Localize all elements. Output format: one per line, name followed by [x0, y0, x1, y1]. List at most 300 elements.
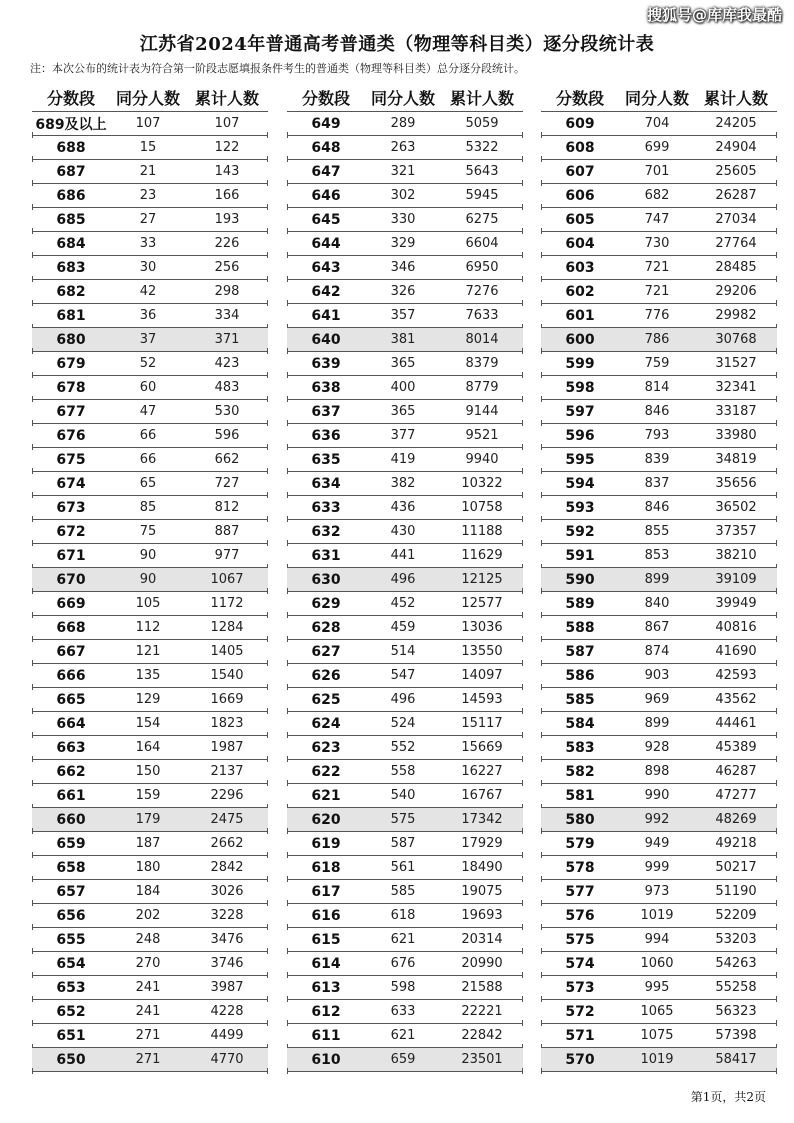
score-cell: 611 [311, 1027, 341, 1044]
same-count-cell: 682 [644, 188, 670, 203]
same-count-cell: 154 [135, 716, 161, 731]
same-count-cell: 329 [390, 236, 416, 251]
score-cell: 666 [56, 667, 86, 684]
score-cell: 591 [565, 547, 595, 564]
cumulative-cell: 27034 [715, 212, 757, 227]
same-count-cell: 241 [135, 1004, 161, 1019]
score-cell: 572 [565, 1003, 595, 1020]
same-count-cell: 150 [135, 764, 161, 779]
table-row [541, 256, 777, 280]
same-count-cell: 27 [139, 212, 157, 227]
cumulative-cell: 12125 [461, 572, 503, 587]
table-row [287, 496, 523, 520]
table-row [287, 472, 523, 496]
score-cell: 672 [56, 523, 86, 540]
same-count-cell: 135 [135, 668, 161, 683]
table-row [287, 424, 523, 448]
cumulative-cell: 812 [214, 500, 240, 515]
same-count-cell: 52 [139, 356, 157, 371]
table-row [541, 304, 777, 328]
score-cell: 626 [311, 667, 341, 684]
table-row [541, 376, 777, 400]
cumulative-cell: 19075 [461, 884, 503, 899]
table-row [287, 952, 523, 976]
same-count-cell: 793 [644, 428, 670, 443]
table-row [541, 784, 777, 808]
score-cell: 641 [311, 307, 341, 324]
table-row [287, 256, 523, 280]
table-row [32, 472, 268, 496]
cumulative-cell: 8779 [465, 380, 499, 395]
same-count-cell: 699 [644, 140, 670, 155]
cumulative-cell: 166 [214, 188, 240, 203]
table-row [32, 784, 268, 808]
cumulative-cell: 107 [214, 116, 240, 131]
cumulative-cell: 17342 [461, 812, 503, 827]
same-count-cell: 903 [644, 668, 670, 683]
cumulative-cell: 32341 [715, 380, 757, 395]
table-row [541, 136, 777, 160]
cumulative-cell: 26287 [715, 188, 757, 203]
note-text: 注：本次公布的统计表为符合第一阶段志愿填报条件考生的普通类（物理等科目类）总分逐分段统计。 [30, 62, 525, 75]
same-count-cell: 365 [390, 404, 416, 419]
table-row [32, 448, 268, 472]
score-cell: 636 [311, 427, 341, 444]
table-row [287, 160, 523, 184]
cumulative-cell: 48269 [715, 812, 757, 827]
same-count-cell: 187 [135, 836, 161, 851]
cumulative-cell: 143 [214, 164, 240, 179]
same-count-cell: 184 [135, 884, 161, 899]
same-count-cell: 995 [644, 980, 670, 995]
score-cell: 594 [565, 475, 595, 492]
score-cell: 612 [311, 1003, 341, 1020]
table-header [32, 84, 268, 112]
score-cell: 570 [565, 1051, 595, 1068]
score-cell: 627 [311, 643, 341, 660]
score-cell: 649 [311, 115, 341, 132]
page-title: 江苏省2024年普通高考普通类（物理等科目类）逐分段统计表 [139, 34, 655, 55]
score-cell: 604 [565, 235, 595, 252]
score-cell: 613 [311, 979, 341, 996]
score-cell: 589 [565, 595, 595, 612]
table-row [287, 304, 523, 328]
table-row [541, 688, 777, 712]
table-row [287, 568, 523, 592]
same-count-cell: 105 [135, 596, 161, 611]
table-row [32, 544, 268, 568]
cumulative-cell: 53203 [715, 932, 757, 947]
same-count-cell: 289 [390, 116, 416, 131]
score-cell: 673 [56, 499, 86, 516]
score-cell: 601 [565, 307, 595, 324]
table-row [541, 880, 777, 904]
cumulative-cell: 56323 [715, 1004, 757, 1019]
table-row [287, 448, 523, 472]
same-count-cell: 271 [135, 1052, 161, 1067]
same-count-cell: 321 [390, 164, 416, 179]
cumulative-cell: 4228 [210, 1004, 244, 1019]
score-cell: 638 [311, 379, 341, 396]
same-count-cell: 452 [390, 596, 416, 611]
same-count-cell: 899 [644, 716, 670, 731]
same-count-cell: 33 [139, 236, 157, 251]
same-count-cell: 263 [390, 140, 416, 155]
same-count-cell: 730 [644, 236, 670, 251]
table-row [32, 520, 268, 544]
score-cell: 598 [565, 379, 595, 396]
same-count-cell: 37 [139, 332, 157, 347]
score-cell: 634 [311, 475, 341, 492]
score-cell: 597 [565, 403, 595, 420]
table-row [287, 352, 523, 376]
cumulative-cell: 50217 [715, 860, 757, 875]
score-cell: 678 [56, 379, 86, 396]
table-row [287, 856, 523, 880]
same-count-cell: 621 [390, 932, 416, 947]
cumulative-cell: 977 [214, 548, 240, 563]
cumulative-cell: 2842 [210, 860, 244, 875]
cumulative-cell: 596 [214, 428, 240, 443]
header-cumulative: 累计人数 [449, 89, 514, 108]
header-score: 分数段 [555, 89, 604, 108]
same-count-cell: 621 [390, 1028, 416, 1043]
cumulative-cell: 1067 [210, 572, 244, 587]
table-row [541, 472, 777, 496]
table-row [287, 664, 523, 688]
same-count-cell: 561 [390, 860, 416, 875]
score-cell: 645 [311, 211, 341, 228]
cumulative-cell: 20314 [461, 932, 503, 947]
same-count-cell: 66 [139, 452, 157, 467]
same-count-cell: 21 [139, 164, 157, 179]
score-cell: 581 [565, 787, 595, 804]
table-row [287, 976, 523, 1000]
table-row [32, 232, 268, 256]
table-row [287, 784, 523, 808]
same-count-cell: 999 [644, 860, 670, 875]
same-count-cell: 747 [644, 212, 670, 227]
table-column-3 [541, 84, 777, 1072]
score-cell: 674 [56, 475, 86, 492]
cumulative-cell: 47277 [715, 788, 757, 803]
cumulative-cell: 13550 [461, 644, 503, 659]
same-count-cell: 121 [135, 644, 161, 659]
score-cell: 652 [56, 1003, 86, 1020]
score-cell: 667 [56, 643, 86, 660]
same-count-cell: 377 [390, 428, 416, 443]
score-cell: 614 [311, 955, 341, 972]
score-cell: 669 [56, 595, 86, 612]
cumulative-cell: 44461 [715, 716, 757, 731]
cumulative-cell: 19693 [461, 908, 503, 923]
table-row [541, 664, 777, 688]
score-cell: 677 [56, 403, 86, 420]
cumulative-cell: 13036 [461, 620, 503, 635]
cumulative-cell: 11629 [461, 548, 503, 563]
table-row [32, 1024, 268, 1048]
cumulative-cell: 20990 [461, 956, 503, 971]
score-cell: 575 [565, 931, 595, 948]
table-row [32, 184, 268, 208]
table-row [287, 760, 523, 784]
same-count-cell: 441 [390, 548, 416, 563]
same-count-cell: 990 [644, 788, 670, 803]
score-cell: 600 [565, 331, 595, 348]
cumulative-cell: 35656 [715, 476, 757, 491]
table-row [541, 616, 777, 640]
table-row [287, 376, 523, 400]
cumulative-cell: 54263 [715, 956, 757, 971]
score-cell: 609 [565, 115, 595, 132]
score-cell: 685 [56, 211, 86, 228]
cumulative-cell: 11188 [461, 524, 503, 539]
same-count-cell: 302 [390, 188, 416, 203]
cumulative-cell: 5945 [465, 188, 499, 203]
cumulative-cell: 727 [214, 476, 240, 491]
same-count-cell: 90 [139, 572, 157, 587]
same-count-cell: 270 [135, 956, 161, 971]
same-count-cell: 382 [390, 476, 416, 491]
table-row [287, 280, 523, 304]
table-row [541, 328, 777, 352]
table-row [32, 304, 268, 328]
same-count-cell: 992 [644, 812, 670, 827]
same-count-cell: 1019 [640, 908, 674, 923]
score-cell: 607 [565, 163, 595, 180]
same-count-cell: 365 [390, 356, 416, 371]
table-row [541, 736, 777, 760]
score-cell: 625 [311, 691, 341, 708]
same-count-cell: 36 [139, 308, 157, 323]
score-cell: 640 [311, 331, 341, 348]
header-score: 分数段 [46, 89, 95, 108]
cumulative-cell: 17929 [461, 836, 503, 851]
same-count-cell: 969 [644, 692, 670, 707]
table-row [287, 928, 523, 952]
table-row [32, 760, 268, 784]
same-count-cell: 618 [390, 908, 416, 923]
same-count-cell: 66 [139, 428, 157, 443]
table-row [32, 1048, 268, 1072]
table-row [541, 112, 777, 136]
table-rows [541, 112, 777, 1072]
score-cell: 583 [565, 739, 595, 756]
same-count-cell: 853 [644, 548, 670, 563]
table-row [287, 328, 523, 352]
same-count-cell: 598 [390, 980, 416, 995]
score-cell: 592 [565, 523, 595, 540]
score-cell: 577 [565, 883, 595, 900]
table-row [32, 616, 268, 640]
table-row [32, 904, 268, 928]
same-count-cell: 540 [390, 788, 416, 803]
same-count-cell: 180 [135, 860, 161, 875]
score-cell: 586 [565, 667, 595, 684]
table-row [541, 640, 777, 664]
score-cell: 628 [311, 619, 341, 636]
table-row [32, 136, 268, 160]
score-cell: 686 [56, 187, 86, 204]
cumulative-cell: 33187 [715, 404, 757, 419]
cumulative-cell: 37357 [715, 524, 757, 539]
same-count-cell: 837 [644, 476, 670, 491]
cumulative-cell: 423 [214, 356, 240, 371]
same-count-cell: 867 [644, 620, 670, 635]
same-count-cell: 846 [644, 404, 670, 419]
same-count-cell: 1075 [640, 1028, 674, 1043]
score-cell: 605 [565, 211, 595, 228]
score-cell: 576 [565, 907, 595, 924]
same-count-cell: 786 [644, 332, 670, 347]
header-cumulative: 累计人数 [194, 89, 259, 108]
cumulative-cell: 42593 [715, 668, 757, 683]
table-row [541, 424, 777, 448]
cumulative-cell: 122 [214, 140, 240, 155]
table-row [32, 976, 268, 1000]
cumulative-cell: 15117 [461, 716, 503, 731]
table-row [541, 712, 777, 736]
cumulative-cell: 30768 [715, 332, 757, 347]
table-row [287, 520, 523, 544]
same-count-cell: 129 [135, 692, 161, 707]
score-cell: 588 [565, 619, 595, 636]
cumulative-cell: 51190 [715, 884, 757, 899]
cumulative-cell: 27764 [715, 236, 757, 251]
score-cell: 630 [311, 571, 341, 588]
score-cell: 659 [56, 835, 86, 852]
score-cell: 622 [311, 763, 341, 780]
table-row [287, 136, 523, 160]
table-column-2 [287, 84, 523, 1072]
cumulative-cell: 39109 [715, 572, 757, 587]
score-cell: 590 [565, 571, 595, 588]
table-row [541, 400, 777, 424]
cumulative-cell: 7276 [465, 284, 499, 299]
cumulative-cell: 9144 [465, 404, 499, 419]
table-row [32, 352, 268, 376]
table-row [32, 808, 268, 832]
cumulative-cell: 41690 [715, 644, 757, 659]
cumulative-cell: 9940 [465, 452, 499, 467]
table-row [287, 400, 523, 424]
same-count-cell: 721 [644, 260, 670, 275]
same-count-cell: 973 [644, 884, 670, 899]
same-count-cell: 90 [139, 548, 157, 563]
score-cell: 617 [311, 883, 341, 900]
score-cell: 658 [56, 859, 86, 876]
cumulative-cell: 3987 [210, 980, 244, 995]
score-cell: 670 [56, 571, 86, 588]
table-row [541, 232, 777, 256]
same-count-cell: 107 [135, 116, 161, 131]
cumulative-cell: 43562 [715, 692, 757, 707]
table-row [32, 424, 268, 448]
score-cell: 584 [565, 715, 595, 732]
score-cell: 650 [56, 1051, 86, 1068]
score-cell: 684 [56, 235, 86, 252]
table-row [541, 952, 777, 976]
score-cell: 662 [56, 763, 86, 780]
cumulative-cell: 10322 [461, 476, 503, 491]
table-row [287, 616, 523, 640]
cumulative-cell: 34819 [715, 452, 757, 467]
score-cell: 621 [311, 787, 341, 804]
score-cell: 624 [311, 715, 341, 732]
same-count-cell: 400 [390, 380, 416, 395]
same-count-cell: 701 [644, 164, 670, 179]
score-cell: 574 [565, 955, 595, 972]
cumulative-cell: 52209 [715, 908, 757, 923]
table-header [287, 84, 523, 112]
cumulative-cell: 58417 [715, 1052, 757, 1067]
cumulative-cell: 16767 [461, 788, 503, 803]
same-count-cell: 1065 [640, 1004, 674, 1019]
table-row [32, 112, 268, 136]
table-row [32, 712, 268, 736]
table-row [32, 832, 268, 856]
same-count-cell: 419 [390, 452, 416, 467]
score-cell: 679 [56, 355, 86, 372]
same-count-cell: 496 [390, 572, 416, 587]
cumulative-cell: 57398 [715, 1028, 757, 1043]
cumulative-cell: 6275 [465, 212, 499, 227]
same-count-cell: 15 [139, 140, 157, 155]
cumulative-cell: 25605 [715, 164, 757, 179]
watermark: 搜狐号@库库我最酷 [646, 6, 782, 24]
score-cell: 664 [56, 715, 86, 732]
table-row [32, 688, 268, 712]
score-cell: 655 [56, 931, 86, 948]
same-count-cell: 65 [139, 476, 157, 491]
score-cell: 680 [56, 331, 86, 348]
same-count-cell: 524 [390, 716, 416, 731]
table-row [541, 496, 777, 520]
cumulative-cell: 2296 [210, 788, 244, 803]
score-cell: 675 [56, 451, 86, 468]
score-cell: 668 [56, 619, 86, 636]
same-count-cell: 659 [390, 1052, 416, 1067]
cumulative-cell: 3026 [210, 884, 244, 899]
score-cell: 606 [565, 187, 595, 204]
table-row [32, 160, 268, 184]
table-header [541, 84, 777, 112]
table-row [287, 208, 523, 232]
same-count-cell: 42 [139, 284, 157, 299]
cumulative-cell: 1669 [210, 692, 244, 707]
score-cell: 643 [311, 259, 341, 276]
score-cell: 582 [565, 763, 595, 780]
score-cell: 647 [311, 163, 341, 180]
same-count-cell: 326 [390, 284, 416, 299]
table-row [541, 856, 777, 880]
same-count-cell: 840 [644, 596, 670, 611]
cumulative-cell: 46287 [715, 764, 757, 779]
table-row [287, 1000, 523, 1024]
cumulative-cell: 662 [214, 452, 240, 467]
table-row [541, 352, 777, 376]
table-row [32, 376, 268, 400]
same-count-cell: 994 [644, 932, 670, 947]
score-cell: 619 [311, 835, 341, 852]
table-row [287, 808, 523, 832]
score-cell: 618 [311, 859, 341, 876]
score-cell: 571 [565, 1027, 595, 1044]
score-cell: 587 [565, 643, 595, 660]
score-cell: 671 [56, 547, 86, 564]
cumulative-cell: 193 [214, 212, 240, 227]
table-row [541, 160, 777, 184]
